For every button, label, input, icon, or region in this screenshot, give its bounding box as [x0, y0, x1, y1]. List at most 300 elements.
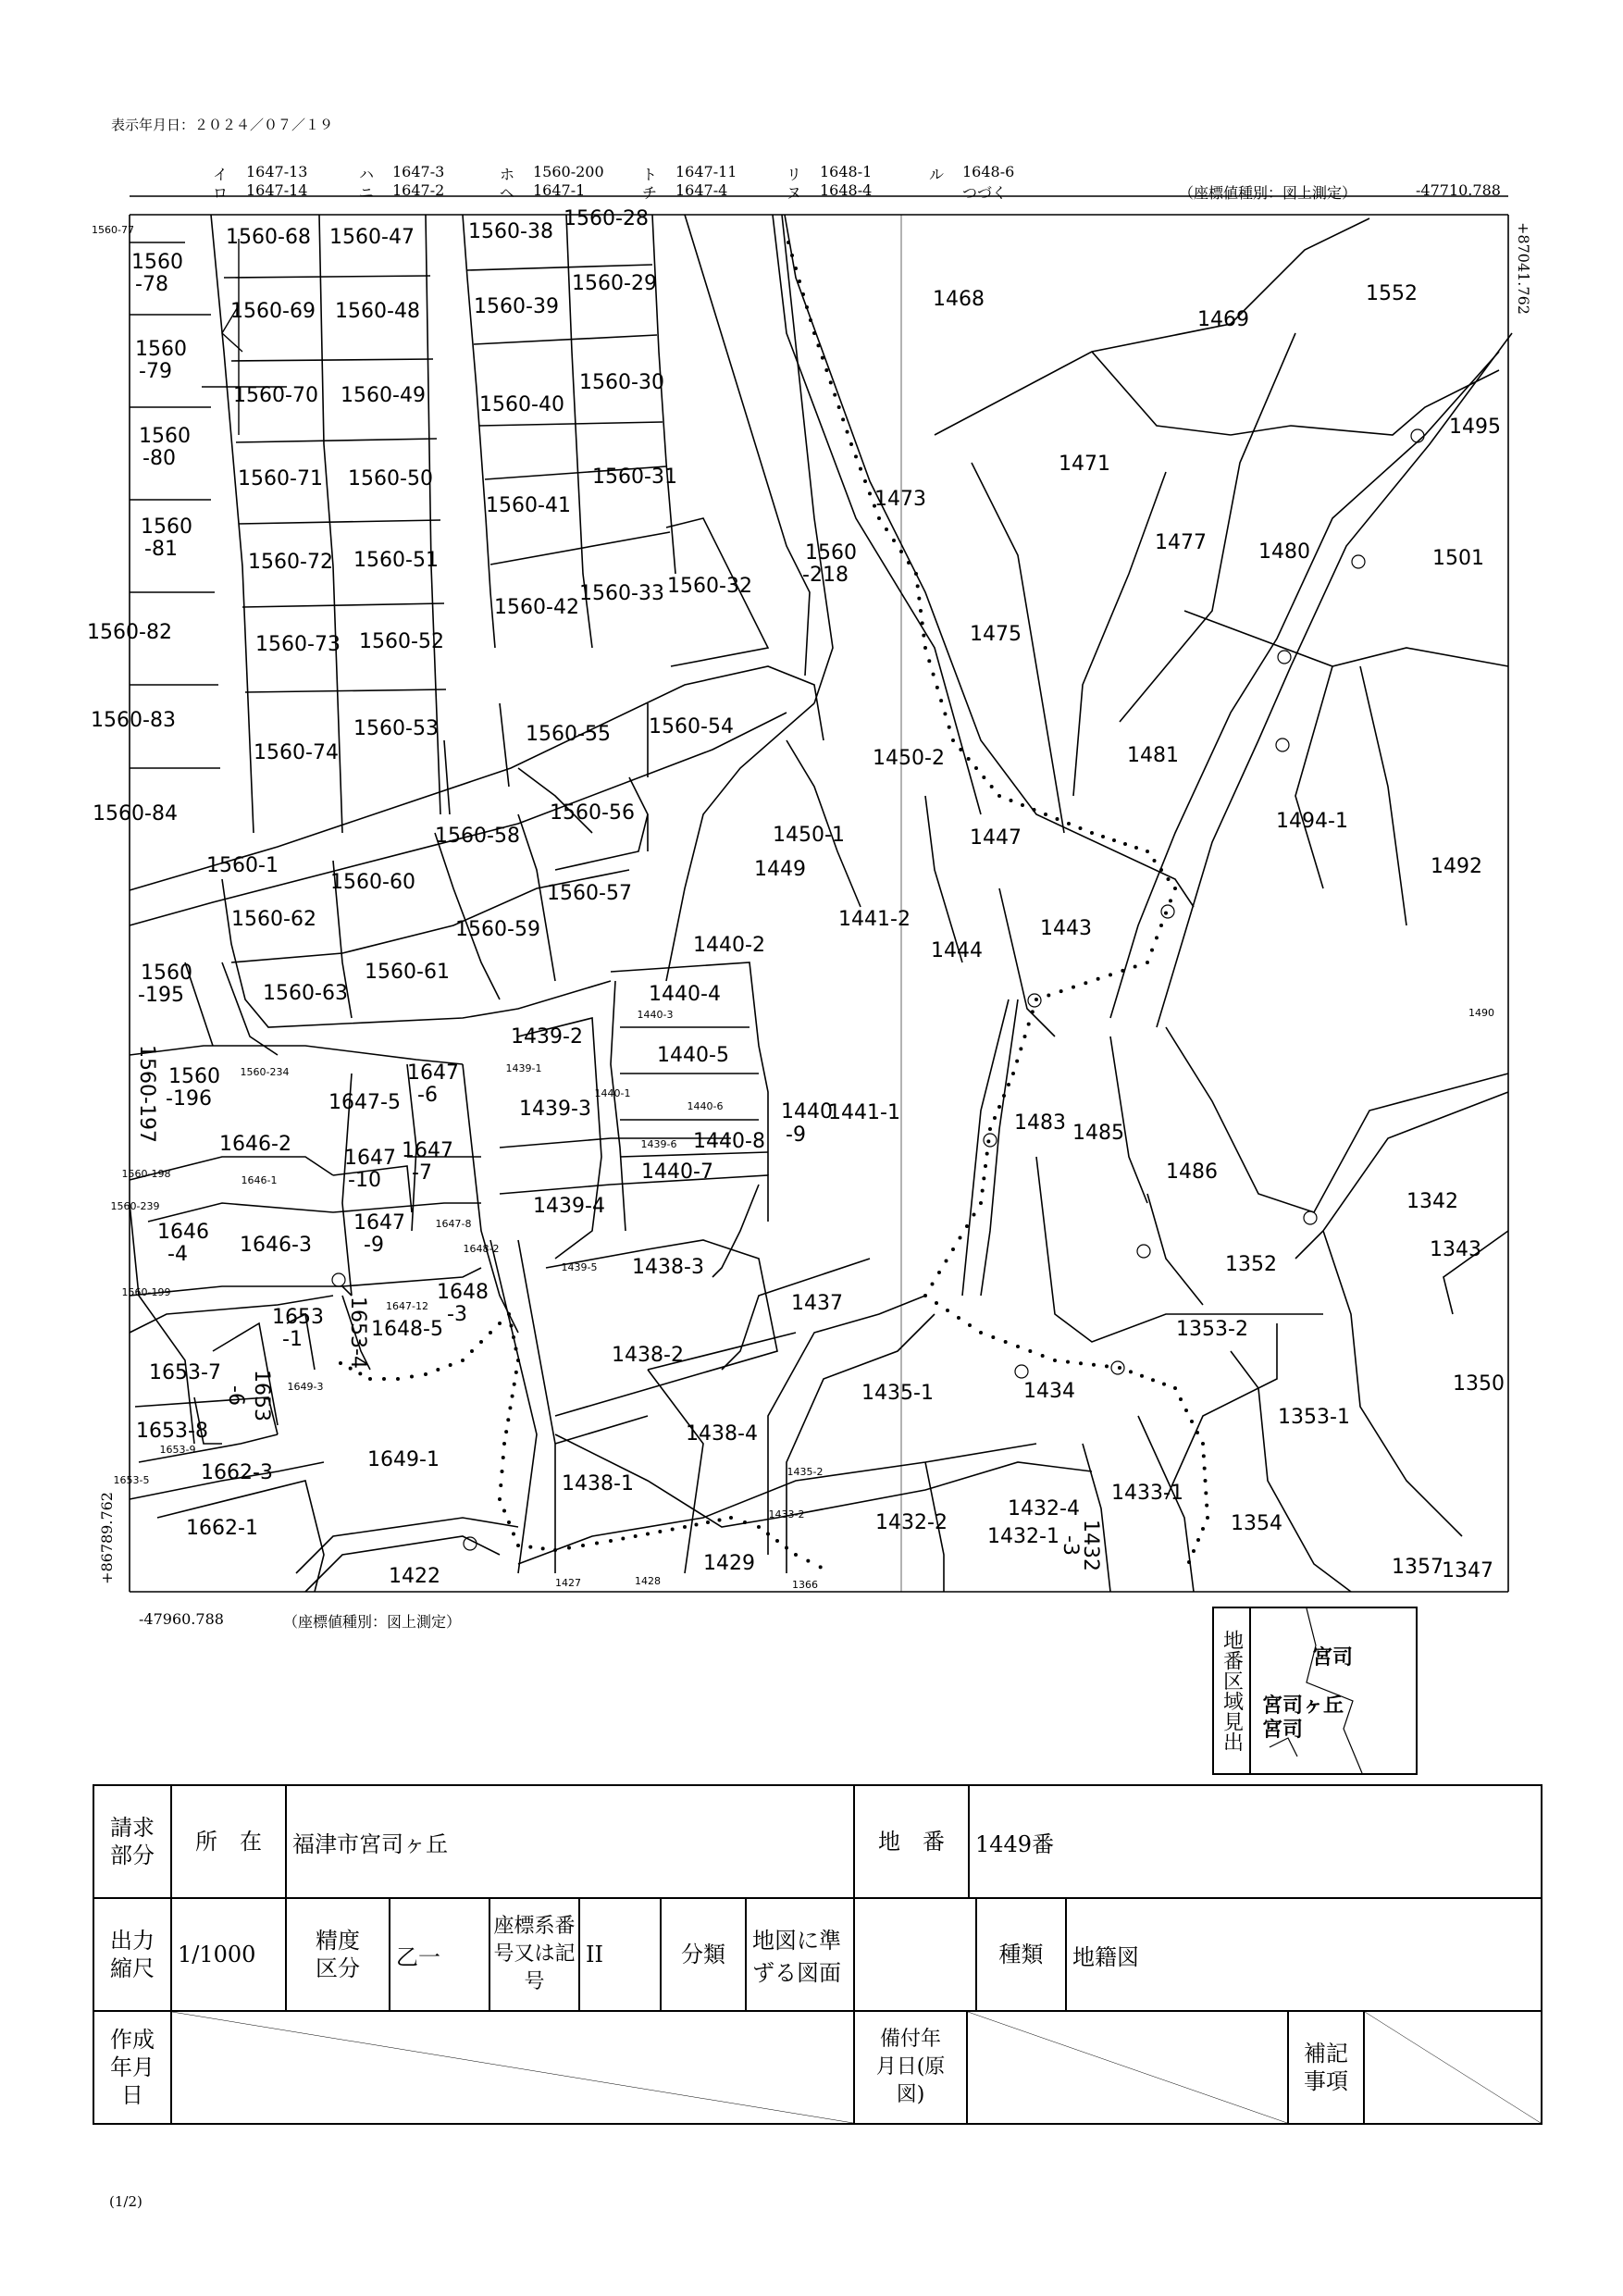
parcel-label: 1560-59 — [455, 918, 540, 941]
notes-empty — [1365, 2012, 1541, 2123]
boundary-dot — [816, 343, 820, 347]
boundary-dot — [1079, 826, 1083, 830]
boundary-dot — [1204, 1491, 1208, 1495]
parcel-label: 1438-2 — [612, 1344, 684, 1367]
parcel-label: 1560-70 — [233, 384, 318, 407]
parcel-label: -78 — [135, 273, 168, 296]
parcel-label: 1435-1 — [861, 1382, 934, 1405]
boundary-dot — [965, 1224, 969, 1228]
parcel-label: 1560-83 — [91, 709, 176, 732]
boundary-dot — [829, 380, 833, 384]
location-label: 所 在 — [171, 1785, 286, 1898]
small-parcel-label: 1439-6 — [640, 1138, 677, 1150]
parcel-label: 1560-39 — [474, 295, 559, 318]
boundary-dot — [939, 699, 943, 702]
vertical-parcel-label: 1653-4 — [346, 1297, 369, 1369]
parcel-label: 1646-3 — [240, 1234, 312, 1257]
boundary-dot — [504, 1430, 508, 1433]
boundary-dot — [986, 1139, 990, 1143]
vertical-parcel-label: -3 — [1059, 1535, 1082, 1556]
parcel-label: -1 — [282, 1328, 303, 1351]
parcel-label: 1342 — [1406, 1190, 1458, 1213]
parcel-label: 1560-31 — [592, 465, 677, 489]
parcel-label: 1560-47 — [329, 226, 415, 249]
boundary-dot — [785, 1546, 788, 1550]
parcel-label: 1422 — [389, 1565, 440, 1588]
boundary-dot — [508, 1406, 512, 1409]
parcel-label: 1560 — [139, 425, 191, 448]
parcel-label: 1343 — [1430, 1238, 1481, 1261]
parcel-label: 1649-1 — [367, 1448, 440, 1471]
boundary-dot — [1206, 1516, 1209, 1520]
small-parcel-label: 1366 — [792, 1579, 818, 1591]
boundary-dot — [695, 1523, 699, 1527]
parcel-label: 1560 — [131, 251, 183, 274]
small-parcel-label: 1647-8 — [435, 1218, 472, 1230]
boundary-dot — [885, 527, 888, 531]
coord-note-top: （座標値種別：図上測定） — [1179, 184, 1357, 202]
parcel-label: -6 — [417, 1084, 438, 1107]
boundary-dot — [801, 292, 805, 296]
parcel-label: 1662-1 — [186, 1517, 258, 1540]
parcel-label: 1560-38 — [468, 220, 553, 243]
coord-label: 座標系番号又は記号 — [490, 1899, 580, 2010]
parcel-label: 1449 — [754, 858, 806, 881]
parcel-label: 1560-63 — [263, 982, 348, 1005]
legend-code: 1648-4 — [820, 181, 873, 199]
boundary-dot — [1092, 1363, 1096, 1367]
boundary-dot — [1010, 799, 1013, 802]
parcel-label: 1492 — [1431, 855, 1482, 878]
parcel-label: 1560 — [805, 541, 857, 565]
parcel-label: 1475 — [970, 623, 1022, 646]
boundary-dot — [1007, 1083, 1010, 1086]
boundary-dot — [1196, 1538, 1200, 1542]
info-table — [93, 1784, 1542, 2125]
boundary-dot — [794, 1553, 798, 1557]
boundary-dot — [1035, 998, 1038, 1001]
parcel-label: 1560 — [168, 1065, 220, 1088]
boundary-dot — [541, 1546, 545, 1550]
boundary-dot — [1162, 1383, 1166, 1386]
boundary-dot — [1159, 868, 1163, 872]
boundary-dot — [1159, 924, 1163, 927]
parcel-label: 1560-30 — [579, 371, 664, 394]
parcel-label: 1560-52 — [359, 630, 444, 653]
legend-mark: ハ — [359, 166, 375, 183]
legend-code: 1647-4 — [675, 181, 728, 199]
boundary-dot — [945, 1260, 948, 1263]
boundary-dot — [1169, 899, 1172, 902]
vertical-parcel-label: 1653 — [250, 1370, 273, 1421]
legend-code: つづく — [962, 184, 1008, 202]
boundary-dot — [951, 1247, 955, 1251]
boundary-dot — [837, 405, 841, 409]
boundary-dot — [997, 794, 1001, 798]
boundary-dot — [1196, 1431, 1199, 1434]
legend-code: 1647-2 — [392, 181, 445, 199]
parcel-label: -196 — [166, 1087, 212, 1111]
boundary-dot — [1118, 1366, 1121, 1370]
boundary-dot — [683, 1525, 687, 1529]
parcel-label: 1560-28 — [564, 207, 649, 230]
boundary-dot — [967, 757, 971, 761]
boundary-dot — [899, 550, 903, 553]
parcel-label: 1560-84 — [93, 802, 178, 825]
parcel-label: 1353-1 — [1278, 1406, 1350, 1429]
boundary-dot — [981, 1189, 985, 1193]
parcel-label: -80 — [142, 447, 176, 470]
parcel-label: 1354 — [1231, 1512, 1282, 1535]
boundary-dot — [1105, 1364, 1109, 1368]
boundary-dot — [502, 1442, 506, 1446]
boundary-dot — [424, 1372, 427, 1376]
parcel-label: -3 — [447, 1303, 467, 1326]
boundary-dot — [729, 1516, 733, 1520]
boundary-dot — [507, 1312, 511, 1316]
boundary-dot — [990, 785, 994, 788]
boundary-dot — [927, 659, 931, 663]
boundary-dot — [1084, 981, 1087, 985]
boundary-dot — [502, 1456, 505, 1459]
legend-code: 1647-1 — [533, 181, 586, 199]
type-label: 種類 — [977, 1899, 1067, 2010]
boundary-dot — [917, 597, 921, 601]
parcel-label: 1560-54 — [649, 715, 734, 738]
parcel-label: 1560-40 — [479, 393, 564, 416]
legend-code: 1648-1 — [820, 163, 873, 180]
boundary-dot — [410, 1375, 414, 1379]
parcel-label: 1560-58 — [435, 825, 520, 848]
parcel-label: 1560-69 — [230, 300, 316, 323]
boundary-dot — [382, 1377, 386, 1381]
parcel-label: 1560-41 — [486, 494, 571, 517]
boundary-dot — [973, 1213, 976, 1217]
parcel-label: 1647 — [407, 1061, 459, 1085]
parcel-label: 1560-57 — [547, 882, 632, 905]
boundary-dot — [957, 1316, 960, 1320]
remarks-date-empty — [968, 2012, 1289, 2123]
legend-mark: ル — [929, 166, 945, 183]
boundary-dot — [790, 254, 794, 257]
boundary-dot — [358, 1371, 362, 1375]
boundary-dot — [671, 1528, 675, 1532]
boundary-dot — [979, 1331, 983, 1334]
boundary-dot — [1153, 859, 1157, 863]
parcel-label: -81 — [144, 538, 178, 561]
boundary-dot — [812, 331, 816, 335]
parcel-label: 1440 — [781, 1100, 833, 1123]
boundary-dot — [1031, 1010, 1035, 1013]
parcel-label: 地 番 — [854, 1785, 969, 1898]
boundary-dot — [984, 1164, 987, 1168]
parcel-label: 1473 — [874, 488, 926, 511]
boundary-dot — [718, 1519, 722, 1522]
parcel-label: 1648-5 — [371, 1318, 443, 1341]
parcel-label: 1560 — [141, 962, 192, 985]
parcel-label: 1501 — [1432, 547, 1484, 570]
small-parcel-label: 1560-199 — [121, 1286, 171, 1298]
parcel-label: 1647-5 — [328, 1091, 401, 1114]
boundary-dot — [1184, 1409, 1188, 1412]
parcel-label: 1440-2 — [693, 934, 765, 957]
boundary-dot — [993, 1116, 997, 1120]
parcel-label: 1438-3 — [632, 1256, 704, 1279]
display-date: 表示年月日：２０２４／０７／１９ — [111, 117, 334, 133]
boundary-dot — [513, 1383, 516, 1386]
boundary-dot — [1140, 1374, 1144, 1378]
parcel-label: 1560-72 — [248, 551, 333, 574]
boundary-dot — [968, 1323, 972, 1327]
parcel-label: 1440-7 — [641, 1160, 713, 1184]
parcel-label: 1560-51 — [353, 549, 439, 572]
page-number: (1/2) — [109, 2193, 142, 2210]
legend-mark: リ — [787, 166, 802, 183]
boundary-dot — [985, 1152, 989, 1156]
parcel-label: 1486 — [1166, 1160, 1218, 1184]
legend-mark: ニ — [359, 184, 375, 202]
parcel-label: 1560-56 — [550, 801, 635, 825]
parcel-label: 1450-2 — [873, 747, 945, 770]
parcel-label: 1480 — [1258, 540, 1310, 564]
created-value-empty — [171, 2011, 854, 2124]
boundary-dot — [1187, 1560, 1191, 1564]
boundary-dot — [991, 1335, 995, 1339]
parcel-label: 1560-50 — [348, 467, 433, 490]
boundary-dot — [1134, 846, 1138, 850]
parcel-label: 1560-42 — [494, 596, 579, 619]
boundary-dot — [1109, 973, 1112, 976]
parcel-label: 1560-71 — [238, 467, 323, 490]
parcel-label: 1560-82 — [87, 621, 172, 644]
boundary-dot — [339, 1361, 342, 1365]
legend-code: 1647-3 — [392, 163, 445, 180]
boundary-dot — [921, 621, 924, 625]
boundary-dot — [916, 584, 920, 588]
parcel-label: 1440-4 — [649, 983, 721, 1006]
boundary-dot — [516, 1544, 520, 1547]
boundary-dot — [943, 712, 947, 715]
scale-value: 1/1000 — [171, 1898, 286, 2011]
boundary-dot — [841, 417, 845, 421]
parcel-label: 1560-33 — [579, 582, 664, 605]
parcel-label: 1438-4 — [686, 1422, 758, 1446]
boundary-dot — [706, 1520, 710, 1524]
parcel-label: 1350 — [1453, 1372, 1505, 1396]
parcel-label: 1560-60 — [330, 871, 415, 894]
legend-code: 1560-200 — [533, 163, 604, 180]
boundary-dot — [1146, 850, 1149, 853]
parcel-label: 1560-62 — [231, 908, 316, 931]
legend-mark: ヘ — [500, 184, 515, 202]
legend-mark: ロ — [213, 184, 229, 202]
parcel-label: -218 — [802, 564, 849, 587]
small-parcel-label: 1560-77 — [92, 224, 134, 236]
boundary-dot — [609, 1539, 613, 1543]
boundary-dot — [1096, 977, 1100, 981]
boundary-dot — [1179, 1397, 1183, 1401]
coord-x-top: -47710.788 — [1416, 181, 1501, 199]
parcel-label: 1481 — [1127, 744, 1179, 767]
vertical-parcel-label: 1432 — [1079, 1520, 1102, 1571]
boundary-dot — [951, 738, 955, 742]
inset-label-1: 宮司 — [1312, 1646, 1354, 1669]
parcel-label: 1441-1 — [828, 1101, 900, 1124]
boundary-dot — [948, 726, 951, 729]
small-parcel-label: 1428 — [635, 1575, 661, 1587]
boundary-dot — [396, 1377, 400, 1381]
parcel-label: 1646-2 — [219, 1133, 291, 1156]
boundary-dot — [757, 1525, 761, 1529]
boundary-dot — [1205, 1504, 1208, 1508]
parcel-label: 1552 — [1366, 282, 1418, 305]
parcel-label: 1653-8 — [136, 1420, 208, 1443]
notes-label: 補記事項 — [1289, 2012, 1365, 2123]
parcel-label: 1438-1 — [562, 1472, 634, 1496]
parcel-label: 1429 — [703, 1552, 755, 1575]
boundary-dot — [621, 1537, 625, 1541]
boundary-dot — [567, 1546, 571, 1550]
coord-y-left: +86789.762 — [98, 1492, 116, 1584]
parcel-label: 1352 — [1225, 1253, 1277, 1276]
boundary-dot — [498, 1322, 502, 1325]
small-parcel-label: 1648-2 — [463, 1243, 500, 1255]
boundary-dot — [514, 1347, 518, 1351]
small-parcel-label: 1440-3 — [637, 1009, 674, 1021]
boundary-dot — [1151, 1378, 1155, 1382]
precision-value: 乙一 — [390, 1899, 490, 2010]
parcel-label: 1560-48 — [335, 300, 420, 323]
legend-mark: ホ — [500, 166, 515, 183]
inset-label-2: 宮司ヶ丘 — [1262, 1694, 1344, 1718]
boundary-dot — [935, 1301, 938, 1305]
boundary-dot — [553, 1548, 557, 1552]
small-parcel-label: 1647-12 — [386, 1300, 428, 1312]
small-parcel-label: 1560-234 — [240, 1066, 290, 1078]
boundary-dot — [1121, 969, 1124, 973]
boundary-dot — [514, 1371, 518, 1374]
created-label: 作成年月日 — [93, 2011, 171, 2124]
boundary-dot — [1066, 1360, 1070, 1364]
parcel-label: 1653-7 — [149, 1361, 221, 1384]
boundary-dot — [766, 1533, 770, 1536]
parcel-label: 1440-5 — [657, 1044, 729, 1067]
parcel-label: 1434 — [1023, 1380, 1075, 1403]
legend-mark: チ — [642, 184, 658, 202]
coord-note-bottom: （座標値種別：図上測定） — [283, 1613, 462, 1631]
boundary-dot — [510, 1324, 514, 1328]
boundary-dot — [499, 1483, 502, 1487]
boundary-dot — [1204, 1479, 1208, 1483]
boundary-dot — [1028, 1349, 1032, 1353]
parcel-label: 1432-2 — [875, 1511, 948, 1534]
parcel-label: 1432-1 — [987, 1525, 1059, 1548]
boundary-dot — [1033, 808, 1036, 812]
parcel-label: 1485 — [1072, 1122, 1124, 1145]
inset-label-3: 宮司 — [1262, 1719, 1304, 1742]
small-parcel-label: 1560-198 — [121, 1168, 171, 1180]
legend-code: 1648-6 — [962, 163, 1015, 180]
parcel-label: 1477 — [1155, 531, 1207, 554]
boundary-dot — [502, 1509, 506, 1513]
parcel-label: 1560 — [135, 338, 187, 361]
boundary-dot — [1041, 1354, 1045, 1358]
boundary-dot — [1072, 986, 1075, 989]
boundary-dot — [923, 646, 927, 650]
boundary-dot — [794, 267, 798, 270]
boundary-dot — [634, 1534, 638, 1538]
boundary-dot — [982, 776, 985, 779]
parcel-label: 1450-1 — [773, 824, 845, 847]
parcel-label: 1353-2 — [1176, 1318, 1248, 1341]
boundary-dot — [498, 1497, 502, 1501]
small-parcel-label: 1440-6 — [687, 1100, 724, 1112]
boundary-dot — [892, 539, 896, 542]
boundary-dot — [506, 1418, 510, 1421]
parcel-value: 1449番 — [969, 1785, 1542, 1898]
boundary-dot — [1079, 1361, 1083, 1365]
boundary-dot — [489, 1331, 492, 1334]
boundary-dot — [1004, 1340, 1008, 1344]
boundary-dot — [787, 241, 790, 244]
boundary-dot — [1202, 1454, 1206, 1458]
boundary-dot — [959, 748, 962, 751]
parcel-label: -10 — [348, 1169, 381, 1192]
legend-code: 1647-11 — [675, 163, 737, 180]
boundary-dot — [931, 1283, 935, 1286]
parcel-label: 1440-8 — [693, 1130, 765, 1153]
boundary-dot — [461, 1359, 465, 1362]
parcel-label: 1439-2 — [511, 1025, 583, 1049]
boundary-dot — [932, 673, 935, 676]
boundary-dot — [982, 1176, 985, 1180]
parcel-label: -7 — [412, 1161, 432, 1185]
boundary-dot — [1023, 1035, 1027, 1038]
boundary-dot — [1164, 912, 1168, 915]
vertical-parcel-label: 1560-197 — [135, 1045, 158, 1143]
parcel-label: 1471 — [1059, 453, 1110, 476]
small-parcel-label: 1490 — [1468, 1007, 1494, 1019]
small-parcel-label: 1560-239 — [110, 1200, 160, 1212]
parcel-label: 1560-73 — [255, 633, 341, 656]
boundary-dot — [1056, 817, 1059, 821]
legend-mark: ト — [642, 166, 658, 183]
parcel-label: 1560-55 — [526, 723, 611, 746]
boundary-dot — [1067, 822, 1071, 825]
boundary-dot — [1129, 1370, 1133, 1373]
boundary-dot — [1173, 887, 1177, 890]
legend-code: 1647-13 — [246, 163, 308, 180]
type-value: 地籍図 — [1072, 1943, 1139, 1970]
boundary-dot — [479, 1340, 483, 1344]
boundary-dot — [914, 572, 918, 576]
inset-title: 地番区域見出 — [1214, 1608, 1251, 1773]
boundary-dot — [528, 1545, 532, 1549]
boundary-dot — [1019, 1047, 1022, 1050]
boundary-dot — [859, 467, 862, 471]
boundary-dot — [988, 1127, 992, 1131]
request-label: 請求部分 — [93, 1785, 171, 1898]
parcel-label: -4 — [167, 1243, 188, 1266]
boundary-dot — [922, 634, 925, 638]
boundary-dot — [997, 1105, 1001, 1109]
small-parcel-label: 1439-1 — [505, 1062, 542, 1074]
legend-mark: イ — [213, 166, 229, 183]
class-value: 地図に準ずる図面 — [752, 1928, 841, 1986]
parcel-label: 1433-1 — [1111, 1482, 1183, 1505]
parcel-label: 1653 — [272, 1306, 324, 1329]
parcel-label: 1560-53 — [353, 717, 439, 740]
